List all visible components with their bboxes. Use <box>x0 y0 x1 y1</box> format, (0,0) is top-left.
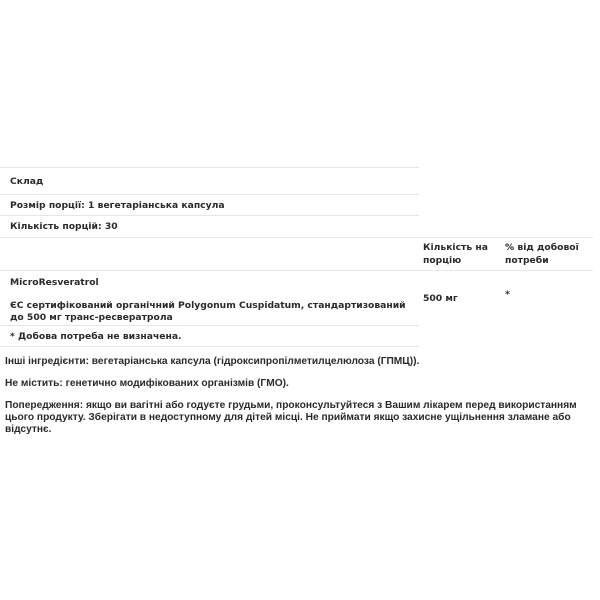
ingredient-description: ЄС сертифікований органічний Polygonum Cuspidatum, стандартизований до 500 мг транс-ресвератрола <box>10 300 406 323</box>
ingredient-daily-value: * <box>505 288 510 300</box>
ingredient-cell <box>10 271 423 325</box>
ingredient-amount: 500 мг <box>423 292 458 304</box>
ingredient-name: MicroResveratrol <box>10 277 99 288</box>
table-title: Склад <box>10 175 44 187</box>
free-of: Не містить: генетично модифікованих організмів (ГМО). <box>5 378 289 389</box>
ingredient-row <box>0 270 593 325</box>
serving-size-row <box>0 194 419 215</box>
servings-count: Кількість порцій: 30 <box>10 221 118 232</box>
warning: Попередження: якщо ви вагітні або годуєте грудьми, проконсультуйтеся з Вашим лікарем перед використанням цього продукту. Зберігати в недоступному для дітей місці. Не приймати якщо захисне ущільнення зламане або відсутнє. <box>5 400 577 435</box>
table-header-row <box>0 237 593 270</box>
footnote-row <box>0 325 419 347</box>
other-ingredients: Інші інгредієнти: вегетаріанська капсула (гідроксипропілметилцелюлоза (ГПМЦ)). <box>5 356 420 367</box>
footnote: * Добова потреба не визначена. <box>10 330 182 342</box>
table-title-row <box>0 167 419 194</box>
servings-count-row <box>0 215 419 237</box>
serving-size: Розмір порції: 1 вегетаріанська капсула <box>10 199 225 211</box>
header-daily-value: % від добової потреби <box>505 242 579 266</box>
supplement-facts-table <box>0 167 593 347</box>
header-amount: Кількість на порцію <box>423 242 488 266</box>
